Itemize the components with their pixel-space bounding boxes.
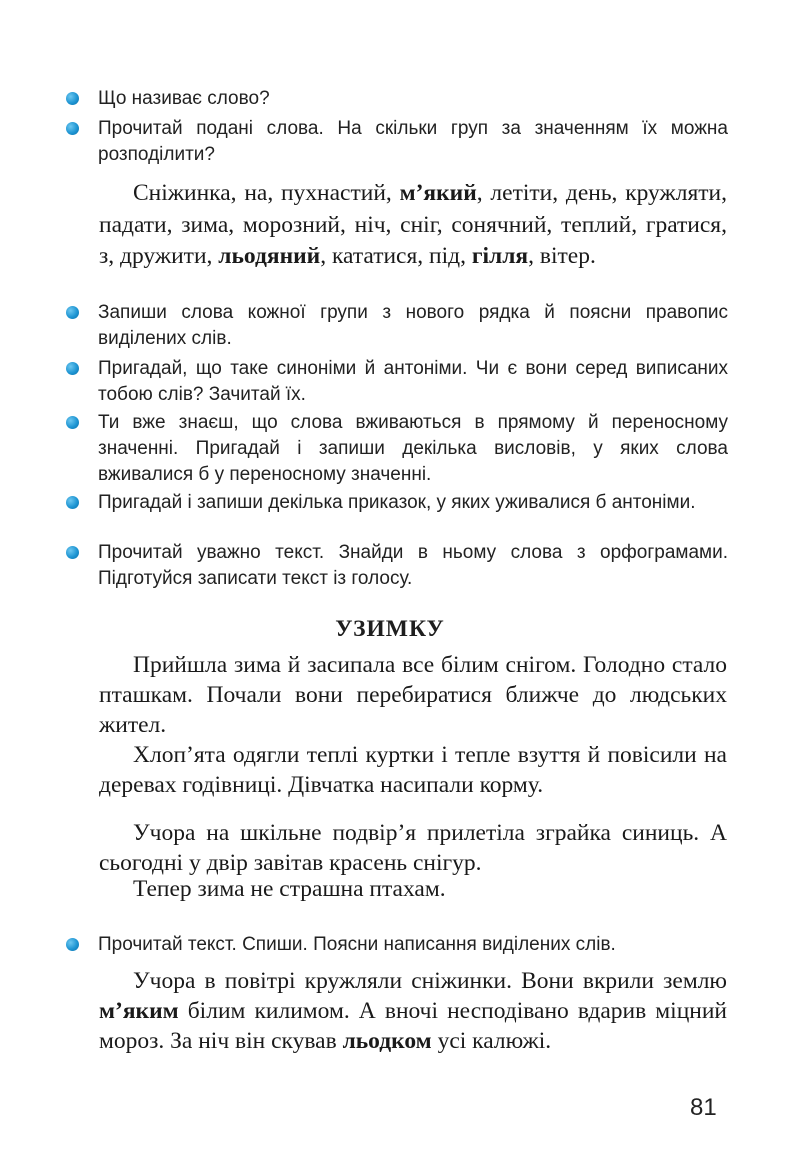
task-text: Прочитай подані слова. На скільки груп за значенням їх можна розподілити? — [98, 118, 728, 165]
story-paragraph: Прийшла зима й засипала все білим снігом. Голодно стало пташкам. Почали вони перебиратися ближче до людських жител. — [99, 652, 727, 738]
word-list-part: , кататися, під, — [320, 243, 472, 269]
story-paragraph: Тепер зима не страшна птахам. — [133, 876, 446, 902]
word-list-part: Сніжинка, на, пухнастий, — [133, 180, 400, 206]
bullet-icon — [66, 362, 79, 375]
bullet-icon — [66, 546, 79, 559]
bullet-icon — [66, 306, 79, 319]
task-item — [66, 540, 728, 592]
task-item — [66, 300, 728, 352]
task-text: Що називає слово? — [98, 88, 270, 109]
task-item — [66, 490, 728, 516]
task-text: Прочитай уважно текст. Знайди в ньому слова з орфограмами. Підготуйся записати текст із голосу. — [98, 542, 728, 589]
task-text: Пригадай і запиши декілька приказок, у яких уживалися б антоніми. — [98, 492, 696, 513]
highlighted-word: м’який — [399, 180, 477, 206]
final-text-part: білим килимом. А вночі несподівано вдарив міцний мороз. За ніч він скував — [99, 998, 727, 1054]
bullet-icon — [66, 496, 79, 509]
word-list — [99, 178, 727, 273]
bullet-icon — [66, 92, 79, 105]
task-item — [66, 356, 728, 408]
story-title: УЗИМКУ — [335, 616, 445, 642]
task-item — [66, 410, 728, 488]
highlighted-word: льодяний — [218, 243, 321, 269]
task-item — [66, 932, 728, 958]
word-list-part: , летіти, день, кружляти, падати, зима, морозний, ніч, сніг, сонячний, теплий, гратися, з, дружити, — [99, 180, 727, 269]
highlighted-word: гілля — [471, 243, 529, 269]
task-text: Ти вже знаєш, що слова вживаються в прямому й переносному значенні. Пригадай і запиши декілька висловів, у яких слова вживалися б у переносному значенні. — [98, 412, 728, 485]
final-text-part: усі калюжі. — [431, 1028, 552, 1054]
final-text-part: Учора в повітрі кружляли сніжинки. Вони вкрили землю — [133, 968, 727, 994]
task-item — [66, 116, 728, 168]
task-text: Запиши слова кожної групи з нового рядка й поясни правопис виділених слів. — [98, 302, 728, 349]
final-text — [99, 966, 727, 1056]
highlighted-word: м’яким — [99, 998, 179, 1024]
page-number: 81 — [690, 1094, 717, 1121]
bullet-icon — [66, 122, 79, 135]
highlighted-word: льодком — [342, 1028, 432, 1054]
task-text: Прочитай текст. Спиши. Поясни написання виділених слів. — [98, 934, 616, 955]
bullet-icon — [66, 416, 79, 429]
word-list-part: , вітер. — [528, 243, 596, 269]
task-item — [66, 86, 728, 112]
story-paragraph: Хлоп’ята одягли теплі куртки і тепле взуття й повісили на деревах годівниці. Дівчатка насипали корму. — [99, 742, 727, 798]
bullet-icon — [66, 938, 79, 951]
task-text: Пригадай, що таке синоніми й антоніми. Чи є вони серед виписаних тобою слів? Зачитай їх. — [98, 358, 728, 405]
story-paragraph: Учора на шкільне подвір’я прилетіла зграйка синиць. А сьогодні у двір завітав красень снігур. — [99, 820, 727, 876]
